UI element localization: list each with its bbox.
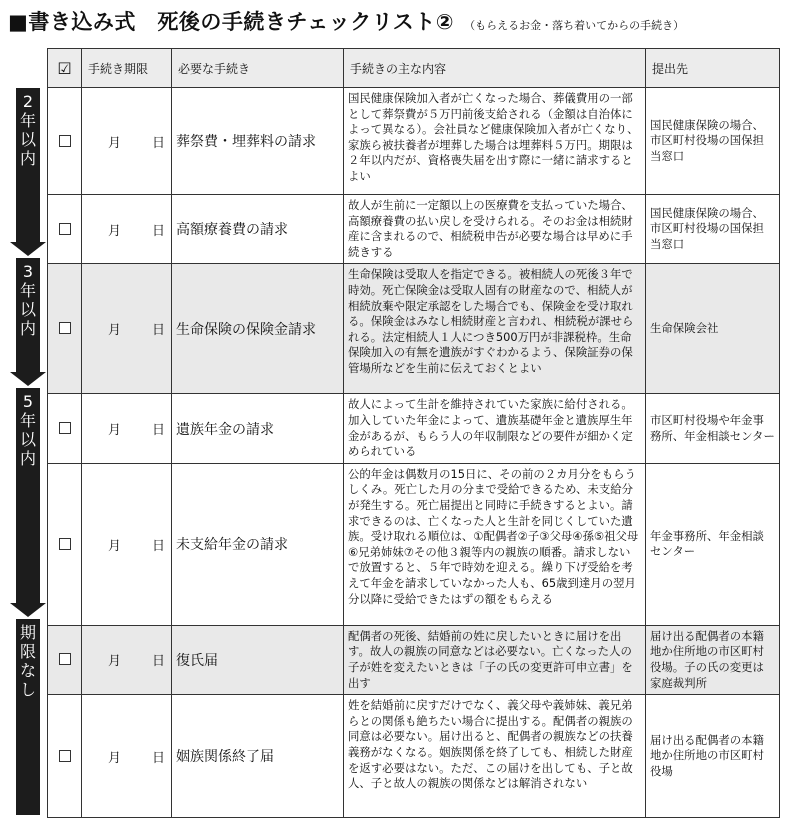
procedure-cell: 生命保険の保険金請求 (172, 264, 344, 394)
period-label: 5 年 以 内 (19, 392, 36, 468)
period-arrow (10, 603, 46, 617)
month-label: 月 (108, 323, 122, 339)
checkbox[interactable] (59, 422, 71, 434)
title-main: ■書き込み式 死後の手続きチェックリスト② (8, 10, 455, 34)
content-cell: 故人が生前に一定額以上の医療費を支払っていた場合、高額療養費の払い戻しを受けられる。そのお金は相続財産に含まれるので、相続税申告が必要な場合は早めに手続きする (344, 195, 646, 264)
title-subtitle: （もらえるお金・落ち着いてからの手続き） (464, 19, 685, 32)
deadline-cell[interactable] (82, 695, 172, 818)
deadline-cell[interactable] (82, 264, 172, 394)
header-content: 手続きの主な内容 (344, 49, 646, 88)
content-cell: 姓を結婚前に戻すだけでなく、義父母や義姉妹、義兄弟らとの関係も絶ちたい場合に提出する。配偶者の親族の同意は必要ない。届け出ると、配偶者の親族などの扶養義務がなくなる。姻族関係を終了しても、相続した財産を返す必要はない。ただ、この届けを出しても、子と故人、子と故人の親族の関係などは解消されない (344, 695, 646, 818)
table-row (48, 88, 780, 195)
check-cell[interactable] (48, 695, 82, 818)
period-5-years (10, 388, 46, 619)
deadline-cell[interactable] (82, 463, 172, 625)
day-label: 日 (151, 223, 165, 239)
month-label: 月 (108, 654, 122, 670)
check-cell[interactable] (48, 463, 82, 625)
deadline-cell[interactable] (82, 195, 172, 264)
page-title (8, 6, 684, 38)
checklist-table (47, 48, 780, 818)
month-label: 月 (108, 223, 122, 239)
period-3-years (10, 258, 46, 388)
header-destination: 提出先 (646, 49, 780, 88)
check-cell[interactable] (48, 625, 82, 694)
table-row (48, 463, 780, 625)
check-cell[interactable] (48, 195, 82, 264)
procedure-cell: 葬祭費・埋葬料の請求 (172, 88, 344, 195)
check-cell[interactable] (48, 264, 82, 394)
month-label: 月 (108, 750, 122, 766)
day-label: 日 (151, 423, 165, 439)
table-row (48, 625, 780, 694)
period-sidebar (10, 88, 46, 815)
checkbox[interactable] (59, 750, 71, 762)
check-cell[interactable] (48, 88, 82, 195)
table-row (48, 195, 780, 264)
header-procedure: 必要な手続き (172, 49, 344, 88)
deadline-cell[interactable] (82, 625, 172, 694)
deadline-cell[interactable] (82, 88, 172, 195)
header-check: ☑ (48, 49, 82, 88)
destination-cell: 国民健康保険の場合、市区町村役場の国保担当窓口 (646, 88, 780, 195)
content-cell: 国民健康保険加入者が亡くなった場合、葬儀費用の一部として葬祭費が５万円前後支給される（金額は自治体によって異なる）。会社員など健康保険加入者が亡くなり、家族ら被扶養者が埋葬した場合は埋葬料５万円。期限は２年以内だが、資格喪失届を出す際に一緒に請求するとよい (344, 88, 646, 195)
day-label: 日 (151, 750, 165, 766)
procedure-cell: 未支給年金の請求 (172, 463, 344, 625)
day-label: 日 (151, 538, 165, 554)
period-label: 期 限 な し (19, 623, 36, 699)
table-row (48, 264, 780, 394)
procedure-cell: 遺族年金の請求 (172, 394, 344, 463)
destination-cell: 生命保険会社 (646, 264, 780, 394)
header-row (48, 49, 780, 88)
procedure-cell: 姻族関係終了届 (172, 695, 344, 818)
checkbox[interactable] (59, 653, 71, 665)
day-label: 日 (151, 323, 165, 339)
period-arrow (10, 242, 46, 256)
header-deadline: 手続き期限 (82, 49, 172, 88)
period-2-years (10, 88, 46, 258)
procedure-cell: 高額療養費の請求 (172, 195, 344, 264)
checkbox[interactable] (59, 135, 71, 147)
check-cell[interactable] (48, 394, 82, 463)
procedure-cell: 復氏届 (172, 625, 344, 694)
checkbox[interactable] (59, 322, 71, 334)
table-row (48, 394, 780, 463)
period-label: 3 年 以 内 (19, 262, 36, 338)
checkbox[interactable] (59, 538, 71, 550)
period-arrow (10, 372, 46, 386)
month-label: 月 (108, 423, 122, 439)
destination-cell: 年金事務所、年金相談センター (646, 463, 780, 625)
month-label: 月 (108, 135, 122, 151)
destination-cell: 届け出る配偶者の本籍地か住所地の市区町村役場 (646, 695, 780, 818)
day-label: 日 (151, 654, 165, 670)
content-cell: 故人によって生計を維持されていた家族に給付される。加入していた年金によって、遺族基礎年金と遺族厚生年金があるが、もらう人の年収制限などの要件が細かく定められている (344, 394, 646, 463)
month-label: 月 (108, 538, 122, 554)
day-label: 日 (151, 135, 165, 151)
content-cell: 生命保険は受取人を指定できる。被相続人の死後３年で時効。死亡保険金は受取人固有の財産なので、相続人が相続放棄や限定承認をした場合でも、保険金を受け取れる。保険金はみなし相続財産と言われ、相続税が課せられる。法定相続人１人につき500万円が非課税枠。生命保険加入の有無を遺族がすぐわかるよう、保険証券の保管場所などを生前に伝えておくとよい (344, 264, 646, 394)
content-cell: 公的年金は偶数月の15日に、その前の２カ月分をもらうしくみ。死亡した月の分まで受給できるため、未支給分が発生する。死亡届提出と同時に手続きするとよい。請求できるのは、亡くなった人と生計を同じくしていた遺族。受け取れる順位は、①配偶者②子③父母④孫⑤祖父母⑥兄弟姉妹⑦その他３親等内の親族の順番。請求しないで放置すると、５年で時効を迎える。繰り下げ受給を考えて年金を請求していなかった人も、65歳到達月の翌月分以降に受給できたはずの額をもらえる (344, 463, 646, 625)
table-row (48, 695, 780, 818)
checkbox[interactable] (59, 223, 71, 235)
destination-cell: 届け出る配偶者の本籍地か住所地の市区町村役場。子の氏の変更は家庭裁判所 (646, 625, 780, 694)
destination-cell: 国民健康保険の場合、市区町村役場の国保担当窓口 (646, 195, 780, 264)
destination-cell: 市区町村役場や年金事務所、年金相談センター (646, 394, 780, 463)
period-label: 2 年 以 内 (19, 92, 36, 168)
content-cell: 配偶者の死後、結婚前の姓に戻したいときに届けを出す。故人の親族の同意などは必要ない。亡くなった人の子が姓を変えたいときは「子の氏の変更許可申立書」を出す (344, 625, 646, 694)
deadline-cell[interactable] (82, 394, 172, 463)
period-no-limit (10, 619, 46, 815)
